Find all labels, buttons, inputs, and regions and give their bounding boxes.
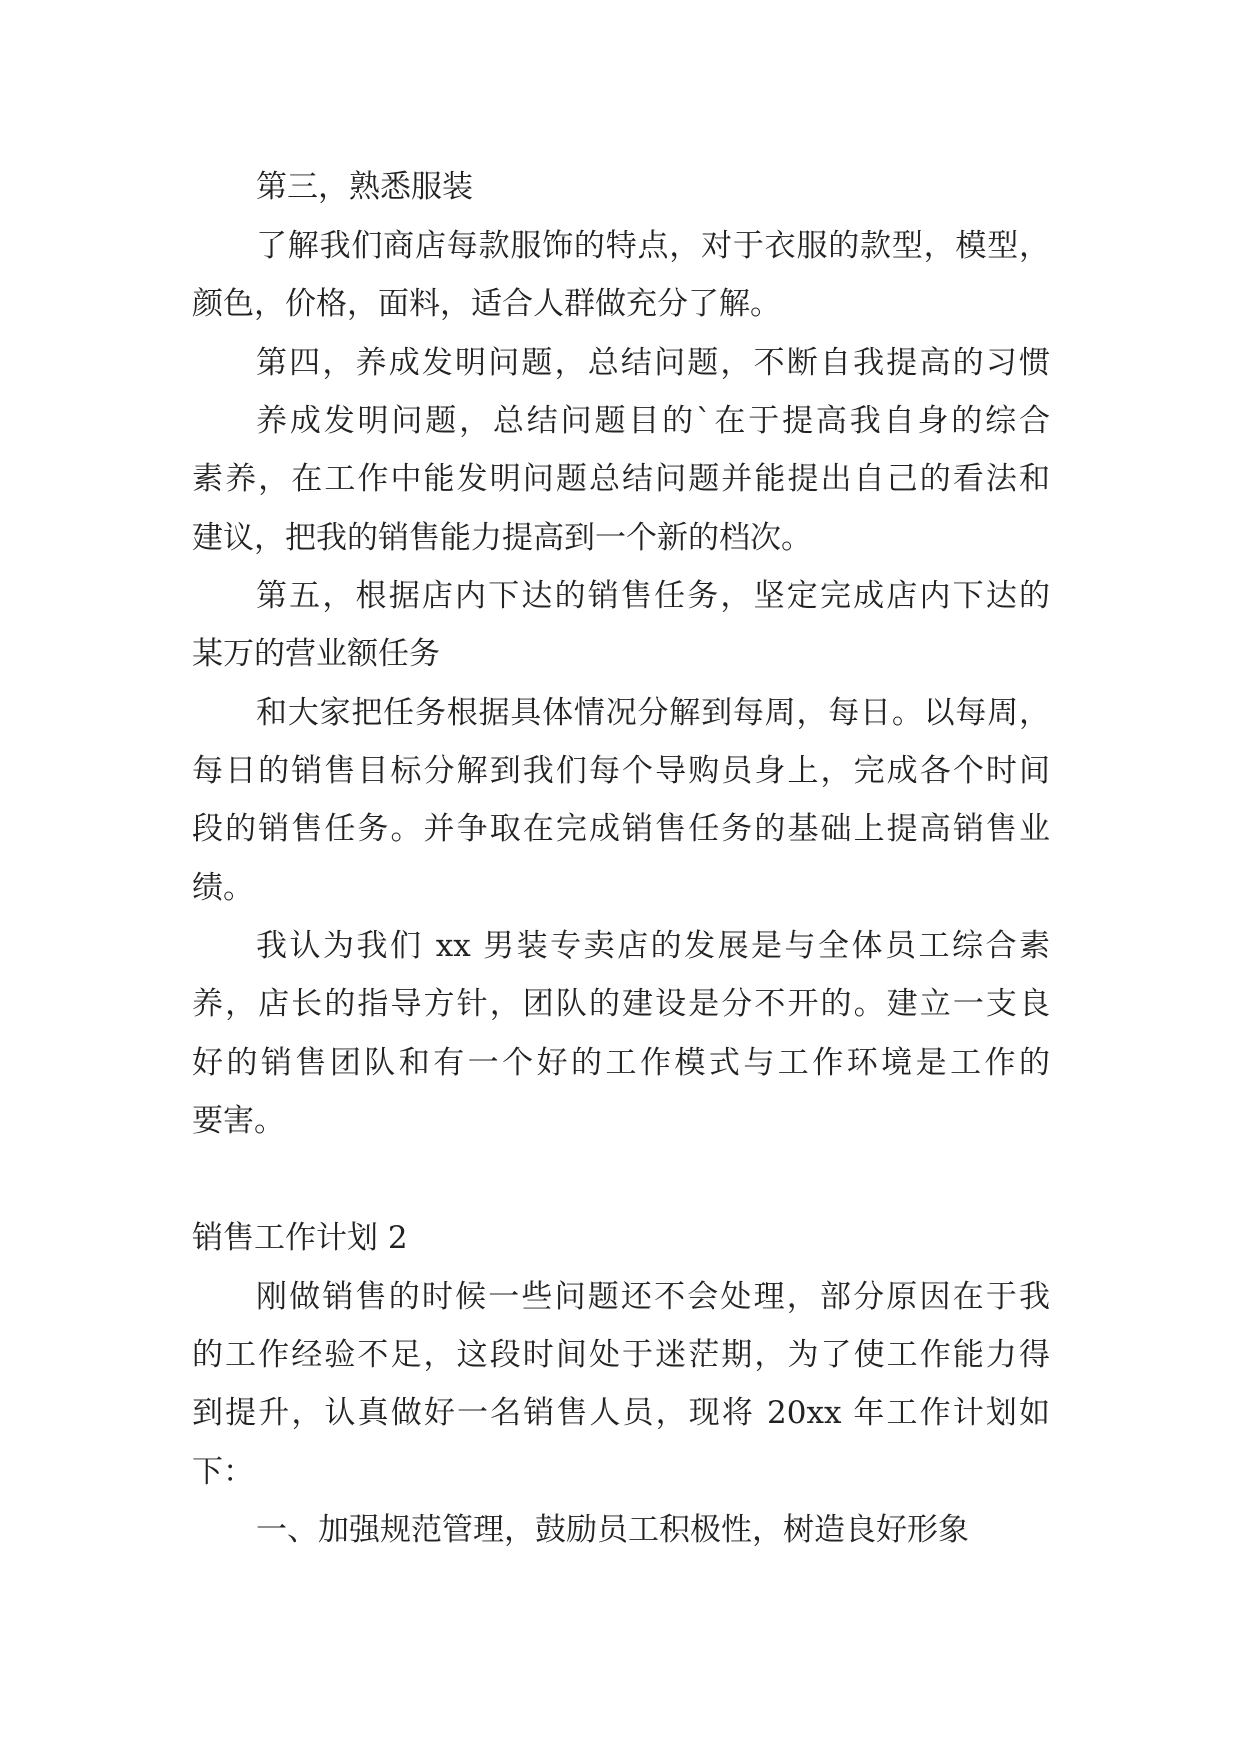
document-section-title: 销售工作计划 2 [192, 1220, 408, 1256]
paragraph-line: 要害。 [192, 1103, 285, 1139]
paragraph-line: 到提升，认真做好一名销售人员，现将 20xx 年工作计划如 [192, 1395, 1050, 1431]
paragraph-line: 我认为我们 xx 男装专卖店的发展是与全体员工综合素 [256, 928, 1050, 964]
paragraph-line: 的工作经验不足，这段时间处于迷茫期，为了使工作能力得 [192, 1337, 1050, 1373]
paragraph-line: 建议，把我的销售能力提高到一个新的档次。 [192, 520, 812, 556]
section-heading: 第五，根据店内下达的销售任务，坚定完成店内下达的 [256, 578, 1050, 614]
section-heading: 第四，养成发明问题，总结问题，不断自我提高的习惯 [256, 345, 1050, 381]
paragraph-line: 养，店长的指导方针，团队的建设是分不开的。建立一支良 [192, 986, 1050, 1022]
paragraph-line: 和大家把任务根据具体情况分解到每周，每日。以每周， [256, 695, 1050, 731]
paragraph-line: 素养，在工作中能发明问题总结问题并能提出自己的看法和 [192, 461, 1050, 497]
paragraph-line: 了解我们商店每款服饰的特点，对于衣服的款型，模型， [256, 228, 1050, 264]
paragraph-line: 绩。 [192, 870, 254, 906]
section-heading: 第三，熟悉服装 [256, 169, 473, 205]
paragraph-line: 养成发明问题，总结问题目的`在于提高我自身的综合 [256, 403, 1050, 439]
paragraph-line: 段的销售任务。并争取在完成销售任务的基础上提高销售业 [192, 811, 1050, 847]
paragraph-line: 颜色，价格，面料，适合人群做充分了解。 [192, 286, 781, 322]
paragraph-line: 好的销售团队和有一个好的工作模式与工作环境是工作的 [192, 1045, 1050, 1081]
paragraph-line: 刚做销售的时候一些问题还不会处理，部分原因在于我 [256, 1279, 1050, 1315]
section-heading: 一、加强规范管理，鼓励员工积极性，树造良好形象 [256, 1512, 969, 1548]
paragraph-line: 下： [192, 1454, 254, 1490]
section-heading-continued: 某万的营业额任务 [192, 636, 440, 672]
paragraph-line: 每日的销售目标分解到我们每个导购员身上，完成各个时间 [192, 753, 1050, 789]
